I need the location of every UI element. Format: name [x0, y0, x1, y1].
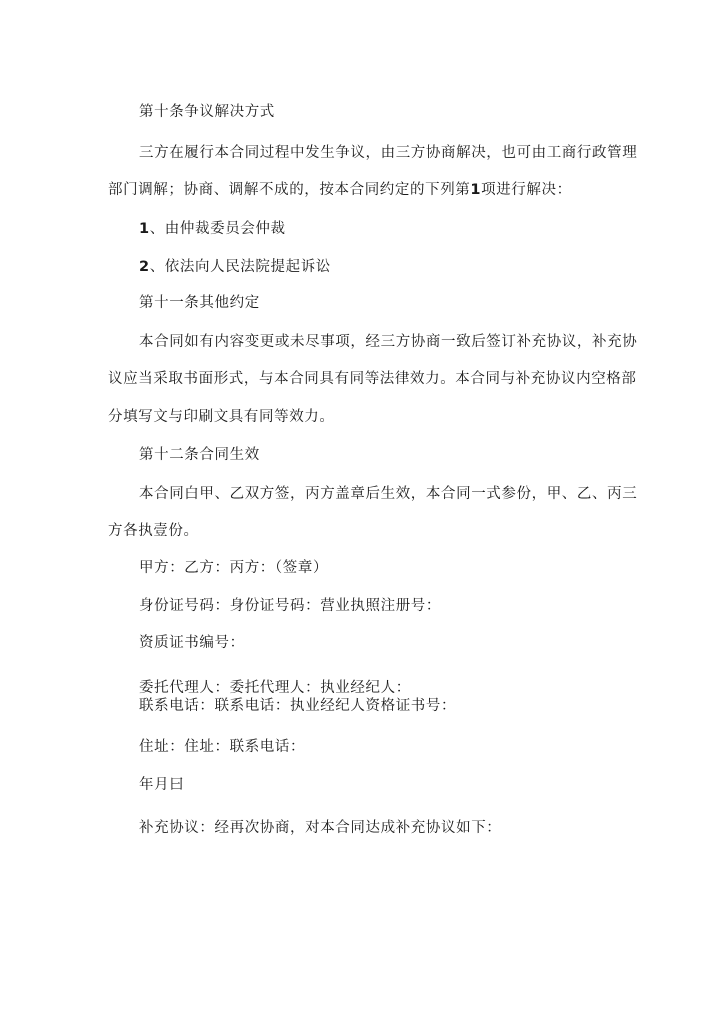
article-12-heading: 第十二条合同生效 [139, 447, 260, 463]
date-line: 年月曰 [139, 777, 185, 793]
supplementary-agreement-line: 补充协议：经再次协商，对本合同达成补充协议如下： [139, 820, 502, 836]
article-11-paragraph-line-3: 分填写文与印刷文具有同等效力。 [108, 409, 335, 425]
article-10-paragraph-text-a: 部门调解；协商、调解不成的，按本合同约定的下列第 [108, 182, 471, 198]
certificate-number-line: 资质证书编号： [139, 635, 245, 651]
article-11-paragraph-line-2: 议应当采取书面形式，与本合同具有同等法律效力。本合同与补充协议内空格部 [108, 371, 637, 387]
contact-phone-line: 联系电话：联系电话：执业经纪人资格证书号： [139, 698, 457, 714]
article-10-option-1 [139, 220, 286, 238]
article-10-paragraph-text-b: 项进行解决： [481, 182, 572, 198]
article-12-paragraph-line-1: 本合同白甲、乙双方签，丙方盖章后生效，本合同一式参份，甲、乙、丙三 [139, 486, 638, 502]
option-2-text: 、依法向人民法院提起诉讼 [149, 259, 331, 275]
signature-parties-line: 甲方：乙方：丙方：（签章） [139, 560, 329, 576]
article-10-heading: 第十条争议解决方式 [139, 104, 275, 120]
article-10-option-number: 1 [470, 182, 482, 198]
option-1-number: 1 [139, 221, 150, 237]
id-number-line: 身份证号码：身份证号码：营业执照注册号： [139, 598, 441, 614]
address-line: 住址：住址：联系电话： [139, 739, 306, 755]
article-10-option-2 [139, 258, 331, 276]
article-10-paragraph-line-2 [108, 181, 572, 199]
option-2-number: 2 [139, 259, 150, 275]
option-1-text: 、由仲裁委员会仲裁 [149, 221, 286, 237]
article-11-paragraph-line-1: 本合同如有内容变更或未尽事项，经三方协商一致后签订补充协议，补充协 [139, 334, 638, 350]
article-12-paragraph-line-2: 方各执壹份。 [108, 523, 199, 539]
article-10-paragraph-line-1: 三方在履行本合同过程中发生争议，由三方协商解决，也可由工商行政管理 [139, 145, 638, 161]
article-11-heading: 第十一条其他约定 [139, 295, 260, 311]
agent-line: 委托代理人：委托代理人：执业经纪人： [139, 680, 411, 696]
